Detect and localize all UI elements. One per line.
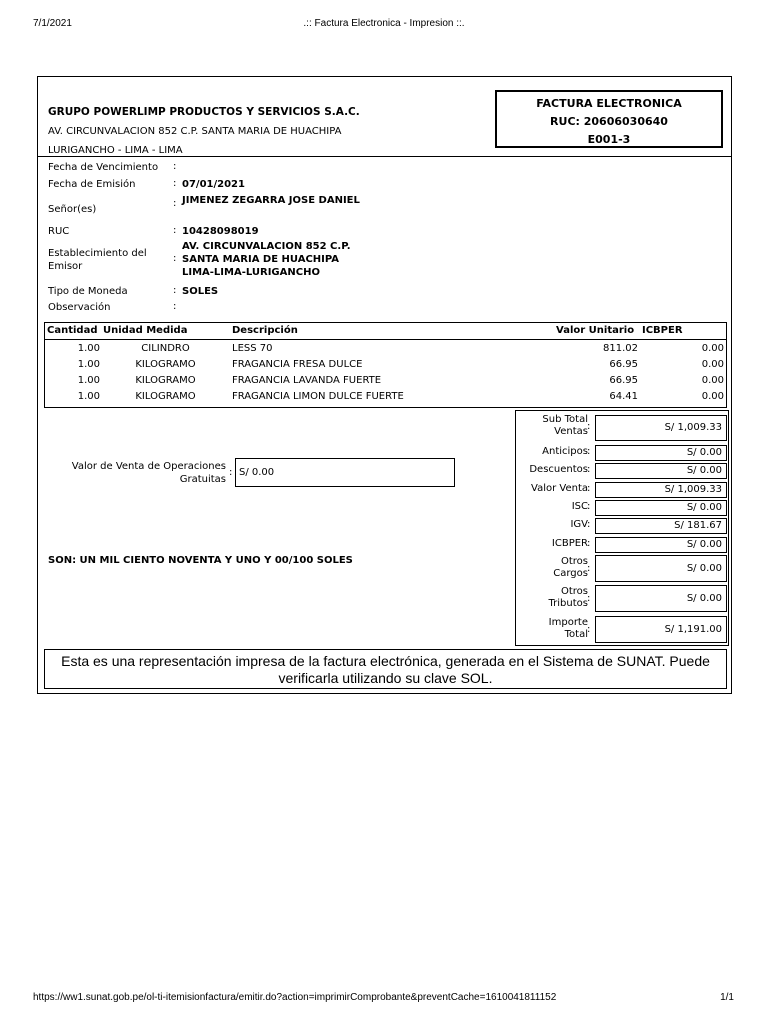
cell-descripcion: LESS 70	[232, 343, 273, 354]
company-address-line2: LURIGANCHO - LIMA - LIMA	[48, 145, 183, 156]
table-row	[45, 374, 726, 390]
field-label: Tipo de Moneda	[48, 286, 128, 297]
total-label: Anticipos	[542, 446, 588, 457]
total-value: S/ 0.00	[595, 585, 727, 612]
total-value: S/ 0.00	[595, 500, 727, 516]
field-label: RUC	[48, 226, 70, 237]
cell-icbper: 0.00	[701, 375, 724, 386]
document-type: FACTURA ELECTRONICA	[536, 97, 682, 110]
header-divider	[38, 156, 731, 157]
field-value: JIMENEZ ZEGARRA JOSE DANIEL	[182, 195, 360, 206]
col-header-unidad: Unidad Medida	[103, 325, 188, 336]
gratuitas-value: S/ 0.00	[235, 458, 455, 487]
cell-descripcion: FRAGANCIA FRESA DULCE	[232, 359, 363, 370]
cell-valor-unitario: 64.41	[609, 391, 638, 402]
cell-cantidad: 1.00	[77, 343, 100, 354]
field-label: Fecha de Vencimiento	[48, 162, 159, 173]
document-id-box	[495, 90, 723, 148]
cell-unidad: CILINDRO	[141, 343, 190, 354]
cell-icbper: 0.00	[701, 391, 724, 402]
total-value: S/ 1,191.00	[595, 616, 727, 643]
total-value: S/ 0.00	[595, 463, 727, 479]
field-value: SOLES	[182, 286, 219, 297]
total-label: ICBPER	[551, 538, 588, 549]
company-block	[48, 103, 360, 160]
cell-unidad: KILOGRAMO	[135, 359, 196, 370]
print-page-number: 1/1	[720, 992, 734, 1003]
cell-icbper: 0.00	[701, 343, 724, 354]
total-value: S/ 0.00	[595, 445, 727, 461]
document-number: E001-3	[587, 133, 631, 146]
total-label: Sub Total Ventas	[542, 414, 588, 437]
total-value: S/ 1,009.33	[595, 415, 727, 441]
cell-cantidad: 1.00	[77, 391, 100, 402]
field-label: Señor(es)	[48, 204, 97, 215]
col-header-icbper: ICBPER	[642, 325, 683, 336]
col-header-valor-unitario: Valor Unitario	[556, 325, 635, 336]
print-date: 7/1/2021	[33, 18, 72, 29]
cell-cantidad: 1.00	[77, 375, 100, 386]
items-table	[44, 322, 727, 408]
amount-in-words: SON: UN MIL CIENTO NOVENTA Y UNO Y 00/100 SOLES	[48, 555, 353, 566]
total-value: S/ 181.67	[595, 518, 727, 534]
field-value	[182, 240, 351, 279]
cell-cantidad: 1.00	[77, 359, 100, 370]
establecimiento-line1: AV. CIRCUNVALACION 852 C.P.	[182, 241, 351, 252]
table-row	[45, 390, 726, 406]
field-label: Fecha de Emisión	[48, 179, 136, 190]
total-label: Descuentos	[529, 464, 588, 475]
col-header-descripcion: Descripción	[232, 325, 298, 336]
cell-unidad: KILOGRAMO	[135, 375, 196, 386]
total-value: S/ 1,009.33	[595, 482, 727, 498]
total-label: Importe Total	[548, 617, 588, 640]
establecimiento-line2: SANTA MARIA DE HUACHIPA	[182, 254, 340, 265]
total-value: S/ 0.00	[595, 537, 727, 553]
company-address-line1: AV. CIRCUNVALACION 852 C.P. SANTA MARIA DE HUACHIPA	[48, 126, 342, 137]
col-header-cantidad: Cantidad	[47, 325, 98, 336]
cell-valor-unitario: 811.02	[603, 343, 638, 354]
cell-valor-unitario: 66.95	[609, 359, 638, 370]
total-label: Valor Venta	[531, 483, 588, 494]
company-name: GRUPO POWERLIMP PRODUCTOS Y SERVICIOS S.A.C.	[48, 106, 360, 118]
field-label: Establecimiento del Emisor	[48, 248, 147, 272]
print-page-title: .:: Factura Electronica - Impresion ::.	[303, 18, 465, 29]
total-label: ISC	[571, 501, 588, 512]
table-row	[45, 358, 726, 374]
field-value: 07/01/2021	[182, 179, 245, 190]
field-label: Observación	[48, 302, 111, 313]
print-url: https://ww1.sunat.gob.pe/ol-ti-itemisionfactura/emitir.do?action=imprimirComprobante&preventCache=1610041811152	[33, 992, 557, 1003]
total-label: IGV	[570, 519, 588, 530]
total-label: Otros Tributos	[548, 586, 588, 609]
cell-icbper: 0.00	[701, 359, 724, 370]
cell-valor-unitario: 66.95	[609, 375, 638, 386]
field-value: 10428098019	[182, 226, 259, 237]
table-row	[45, 342, 726, 358]
cell-descripcion: FRAGANCIA LIMON DULCE FUERTE	[232, 391, 404, 402]
totals-box: Sub Total Ventas : S/ 1,009.33 Anticipos : S/ 0.00 Descuentos : S/ 0.00 Valor Venta : S/ 1,009.33 ISC : S/ 0.00 IGV : S/ 181.67 ICBPER : S/ 0.00 Otros Cargos : S/ 0.00 Otros Tributos : S/ 0.00 Importe Total : S/ 1,191.00	[515, 410, 729, 646]
cell-descripcion: FRAGANCIA LAVANDA FUERTE	[232, 375, 382, 386]
sunat-notice: Esta es una representación impresa de la factura electrónica, generada en el Sistema de SUNAT. Puede verificarla utilizando su clave SOL.	[44, 649, 727, 689]
cell-unidad: KILOGRAMO	[135, 391, 196, 402]
document-ruc: RUC: 20606030640	[550, 115, 668, 128]
invoice-frame: GRUPO POWERLIMP PRODUCTOS Y SERVICIOS S.A.C. AV. CIRCUNVALACION 852 C.P. SANTA MARIA DE HUACHIPA LURIGANCHO - LIMA - LIMA FACTURA ELECTRONICA RUC: 20606030640 E001-3 Fecha de Vencimiento : Fecha de Emisión : 07/01/2021 Señor(es) : JIMENEZ ZEGARRA JOSE DANIEL RUC : 10428098019 Establecimiento del Emisor : AV. CIRCUNVALACION 852 C.P. SANTA MARIA DE HUACHIPA LIMA-LIMA-LURIGANCHO Tipo de Moneda : SOLES Observación : Cantidad Unidad Medida Descripción Valor Unitario ICBPER 1.00 CILINDRO LESS 70 811.02 0.00 1.00 KILOGRAMO FRAGANCIA FRESA DULCE 66.95 0.00 1.00 KILOGRAMO FRAGANCIA LAVANDA FUERTE 66.95 0.00 1.00 KILOGRAMO FRAGANCIA LIMON DULCE FUERTE 64.41 0.00 Valor de Venta de Operaciones Gratuitas : S/ 0.00 SON: UN MIL CIENTO NOVENTA Y UNO Y 00/100 SOLES Sub Total Ventas : S/ 1,009.33 Anticipos : S/ 0.00 Descuentos : S/ 0.00 Valor Venta : S/ 1,009.33 ISC : S/ 0.00 IGV : S/ 181.67 ICBPER : S/ 0.00 Otros Cargos : S/ 0.00 Otros Tributos : S/ 0.00 Importe Total : S/ 1,191.00 Esta es una representación impresa de la factura electrónica, generada en el Sistema de SUNAT. Puede verificarla utilizando su clave SOL.	[37, 76, 732, 694]
establecimiento-line3: LIMA-LIMA-LURIGANCHO	[182, 267, 320, 278]
gratuitas-label: Valor de Venta de Operaciones Gratuitas	[71, 461, 226, 485]
total-label: Otros Cargos	[553, 556, 588, 579]
total-value: S/ 0.00	[595, 555, 727, 582]
